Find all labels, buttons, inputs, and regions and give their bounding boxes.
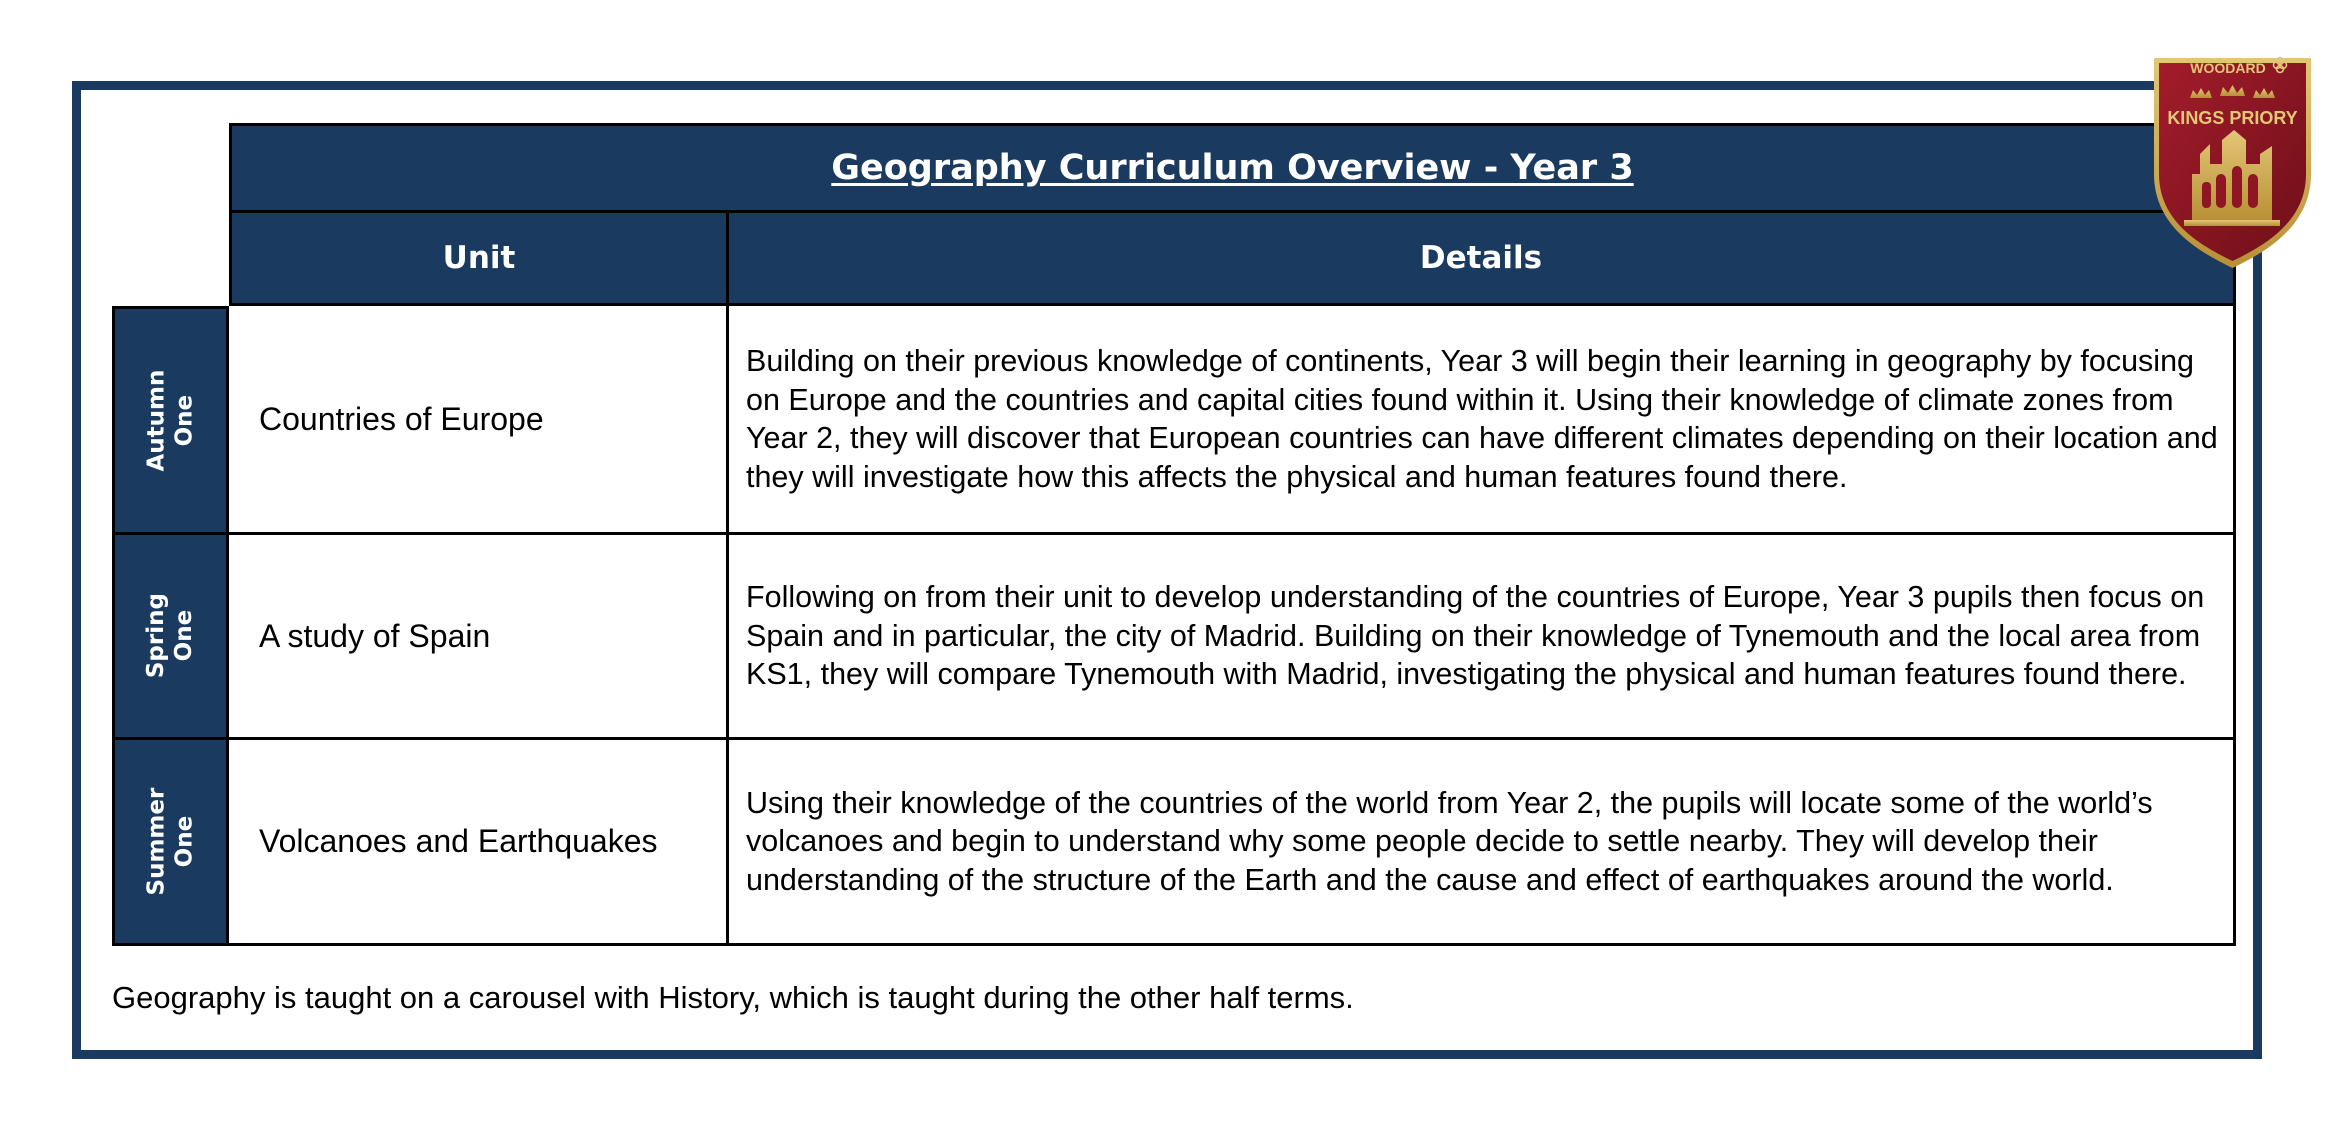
- term-label-line2: One: [170, 610, 197, 662]
- table-corner-blank: [112, 123, 229, 213]
- term-cell-autumn: [112, 306, 229, 535]
- unit-cell: Countries of Europe: [229, 306, 729, 535]
- term-cell-summer: [112, 740, 229, 946]
- details-column-header: Details: [729, 213, 2236, 306]
- crest-name-text: KINGS PRIORY: [2167, 108, 2298, 128]
- details-cell: Following on from their unit to develop understanding of the countries of Europe, Year 3 pupils then focus on Spain and in particular, the city of Madrid. Building on their knowledge of Tynemouth and the local area from KS1, they will compare Tynemouth with Madrid, investigating the physical and human features found there.: [729, 535, 2236, 740]
- table-title: Geography Curriculum Overview - Year 3: [229, 123, 2236, 213]
- curriculum-table: [112, 123, 2236, 945]
- crest-top-text: WOODARD: [2190, 60, 2266, 76]
- term-label-line2: One: [170, 394, 197, 447]
- term-label: [143, 788, 198, 896]
- details-cell: Building on their previous knowledge of continents, Year 3 will begin their learning in geography by focusing on Europe and the countries and capital cities found within it. Using their knowledge of climate zones from Year 2, they will discover that European countries can have different climates depending on their location and they will investigate how this affects the physical and human features found there.: [729, 306, 2236, 535]
- term-label-line1: Spring: [142, 593, 169, 679]
- term-label: [143, 593, 198, 678]
- table-corner-blank-2: [112, 213, 229, 306]
- term-label-line1: Autumn: [142, 369, 169, 472]
- kings-priory-crest-icon: [2150, 54, 2315, 272]
- footer-note: Geography is taught on a carousel with History, which is taught during the other half terms.: [112, 980, 1354, 1015]
- unit-column-header: Unit: [229, 213, 729, 306]
- unit-cell: Volcanoes and Earthquakes: [229, 740, 729, 946]
- details-cell: Using their knowledge of the countries of the world from Year 2, the pupils will locate some of the world’s volcanoes and begin to understand why some people decide to settle nearby. They will develop their understanding of the structure of the Earth and the cause and effect of earthquakes around the world.: [729, 740, 2236, 946]
- term-label-line2: One: [170, 815, 197, 868]
- unit-cell: A study of Spain: [229, 535, 729, 740]
- term-label: [143, 370, 198, 472]
- term-cell-spring: [112, 535, 229, 740]
- term-label-line1: Summer: [142, 787, 169, 896]
